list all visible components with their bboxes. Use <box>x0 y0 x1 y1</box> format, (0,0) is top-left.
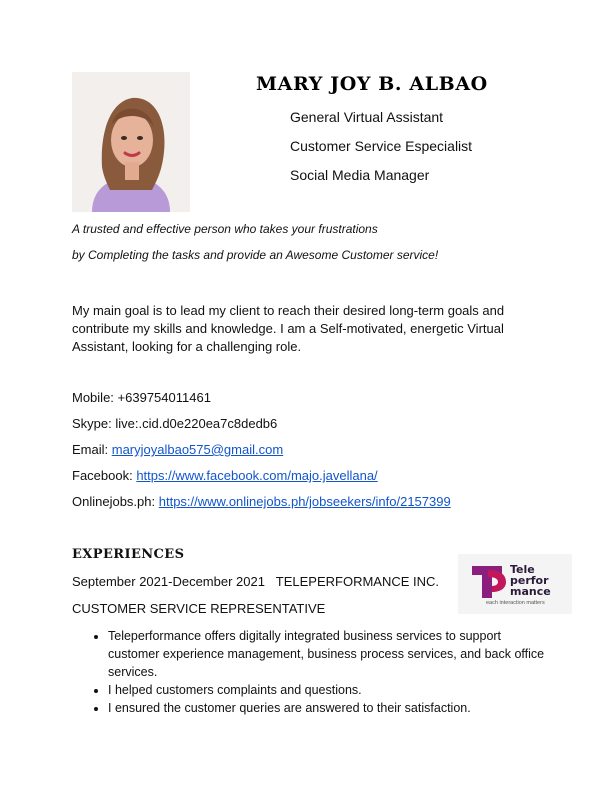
logo-line-3: mance <box>510 585 551 598</box>
logo-tagline: each interaction matters <box>486 600 545 606</box>
role-line-3: Social Media Manager <box>290 167 430 183</box>
skype-label: Skype: <box>72 416 116 431</box>
candidate-name: MARY JOY B. ALBAO <box>256 73 488 95</box>
onlinejobs-label: Onlinejobs.ph: <box>72 494 159 509</box>
contact-facebook <box>72 468 378 483</box>
experiences-heading: EXPERIENCES <box>72 547 185 562</box>
contact-mobile <box>72 390 211 405</box>
job-period: September 2021-December 2021 <box>72 574 265 589</box>
job-bullet-2: • I helped customers complaints and questions. <box>108 681 548 699</box>
contact-onlinejobs <box>72 494 451 509</box>
objective-paragraph: My main goal is to lead my client to reach their desired long-term goals and contribute my skills and knowledge. I am a Self-motivated, energetic Virtual Assistant, looking for a challenging role. <box>72 303 505 354</box>
mobile-value: +639754011461 <box>117 390 211 405</box>
email-label: Email: <box>72 442 112 457</box>
role-line-2: Customer Service Especialist <box>290 138 473 154</box>
skype-value: live:.cid.d0e220ea7c8dedb6 <box>115 416 278 431</box>
job-bullet-1: • Teleperformance offers digitally integrated business services to support customer experience management, business process services, and back office services. <box>108 627 548 681</box>
teleperformance-logo <box>458 554 572 614</box>
job-title: CUSTOMER SERVICE REPRESENTATIVE <box>72 601 326 616</box>
profile-photo <box>72 72 190 212</box>
role-line-1: General Virtual Assistant <box>290 109 444 125</box>
facebook-label: Facebook: <box>72 468 137 483</box>
email-link[interactable]: maryjoyalbao575@gmail.com <box>111 442 284 457</box>
job-bullets <box>90 627 548 717</box>
logo-line-1: Tele <box>510 563 535 576</box>
tagline-line-2: by Completing the tasks and provide an Awesome Customer service! <box>72 248 439 262</box>
job-company: TELEPERFORMANCE INC. <box>275 574 440 589</box>
facebook-link[interactable]: https://www.facebook.com/majo.javellana/ <box>136 468 378 483</box>
onlinejobs-link[interactable]: https://www.onlinejobs.ph/jobseekers/info/2157399 <box>158 494 451 509</box>
logo-line-2: perfor <box>510 574 549 587</box>
contact-email <box>72 442 283 457</box>
profile-photo-illustration <box>72 72 190 212</box>
mobile-label: Mobile: <box>72 390 118 405</box>
job-period-company <box>72 574 439 589</box>
job-bullet-3: • I ensured the customer queries are answered to their satisfaction. <box>108 699 548 717</box>
contact-skype <box>72 416 277 431</box>
logo-wordmark <box>510 564 551 597</box>
tagline-line-1: A trusted and effective person who takes your frustrations <box>72 222 378 236</box>
